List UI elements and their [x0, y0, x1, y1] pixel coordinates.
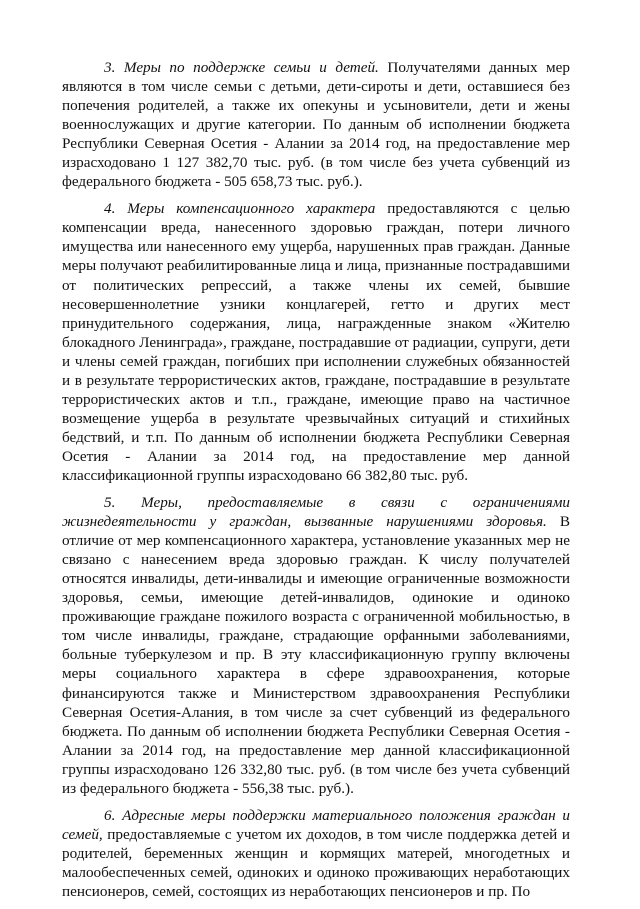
paragraph-family-support: [62, 58, 570, 191]
paragraph-text: предоставляются с целью компенсации вреда, нанесенного здоровью граждан, потери личного имущества или нанесенного ему ущерба, нарушенных прав граждан. Данные меры получают реабилитированные лица и лица, признанные пострадавшими от политических репрессий, а также члены их семей, бывшие несовершеннолетние узники концлагерей, гетто и других мест принудительного содержания, лица, награжденные знаком «Жителю блокадного Ленинграда», граждане, пострадавшие от радиации, супруги, дети и члены семей граждан, погибших при исполнении служебных обязанностей и в результате террористических актов, граждане, пострадавшие в результате террористических актов и т.п., граждане, имеющие право на частичное возмещение ущерба в результате чрезвычайных ситуаций и стихийных бедствий, и т.п. По данным об исполнении бюджета Республики Северная Осетия - Алании за 2014 год, на предоставление мер данной классификационной группы израсходовано 66 382,80 тыс. руб.: [62, 200, 570, 484]
paragraph-health-limitations: [62, 493, 570, 798]
paragraph-text: В отличие от мер компенсационного характера, установление указанных мер не связано с нанесением вреда здоровью граждан. К числу получателей относятся инвалиды, дети-инвалиды и имеющие ограниченные возможности здоровья, семьи, имеющие детей-инвалидов, одинокие и одиноко проживающие граждане пожилого возраста с ограниченной мобильностью, в том числе инвалиды, граждане, страдающие орфанными заболеваниями, больные туберкулезом и пр. В эту классификационную группу включены меры социального характера в сфере здравоохранения, которые финансируются также и Министерством здравоохранения Республики Северная Осетия-Алания, в том числе за счет субвенций из федерального бюджета. По данным об исполнении бюджета Республики Северная Осетия - Алании за 2014 год, на предоставление мер данной классификационной группы израсходовано 126 332,80 тыс. руб. (в том числе без учета субвенций из федерального бюджета - 556,38 тыс. руб.).: [62, 513, 570, 797]
paragraph-heading: 5. Меры, предоставляемые в связи с ограничениями жизнедеятельности у граждан, вызванные нарушениями здоровья.: [62, 494, 570, 531]
paragraph-heading: 4. Меры компенсационного характера: [104, 200, 376, 218]
document-body: [62, 58, 570, 909]
paragraph-text: предоставляемые с учетом их доходов, в том числе поддержка детей и родителей, беременных женщин и кормящих матерей, многодетных и малообеспеченных семей, одиноких и одиноко проживающих неработающих пенсионеров, семей, состоящих из неработающих пенсионеров и пр. По: [62, 825, 570, 900]
paragraph-targeted-support: [62, 806, 570, 901]
paragraph-compensation-measures: [62, 199, 570, 485]
paragraph-text: Получателями данных мер являются в том числе семьи с детьми, дети-сироты и дети, оставшиеся без попечения родителей, а также их опекуны и усыновители, дети и жены военнослужащих и другие категории. По данным об исполнении бюджета Республики Северная Осетия - Алании за 2014 год, на предоставление мер израсходовано 1 127 382,70 тыс. руб. (в том числе без учета субвенций из федерального бюджета - 505 658,73 тыс. руб.).: [62, 59, 570, 191]
paragraph-heading: 3. Меры по поддержке семьи и детей.: [104, 59, 379, 76]
paragraph-heading: 6. Адресные меры поддержки материального положения граждан и семей,: [62, 806, 570, 843]
